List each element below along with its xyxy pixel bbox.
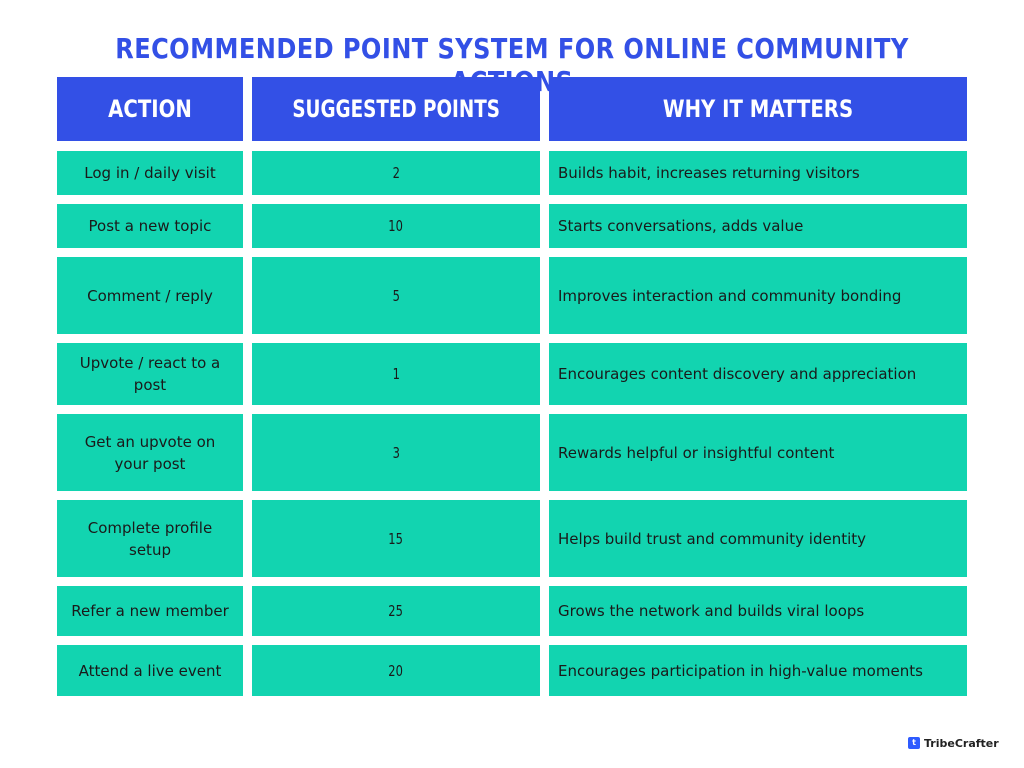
table-cell-points: 5 <box>252 257 540 334</box>
table-cell-why: Helps build trust and community identity <box>549 500 967 577</box>
table-cell-action: Upvote / react to a post <box>57 343 243 405</box>
table-cell-points: 15 <box>252 500 540 577</box>
table-cell-points: 25 <box>252 586 540 636</box>
header-action: ACTION <box>57 77 243 141</box>
page-title: RECOMMENDED POINT SYSTEM FOR ONLINE COMMUNITY <box>115 32 909 65</box>
tribecrafter-logo-icon: t <box>908 737 920 749</box>
table-cell-action: Get an upvote on your post <box>57 414 243 491</box>
table-cell-why: Improves interaction and community bonding <box>549 257 967 334</box>
brand-name: TribeCrafter <box>924 736 999 750</box>
table-cell-action: Log in / daily visit <box>57 151 243 195</box>
table-cell-why: Builds habit, increases returning visitors <box>549 151 967 195</box>
brand-logo <box>908 734 999 752</box>
table-cell-why: Grows the network and builds viral loops <box>549 586 967 636</box>
table-cell-action: Complete profile setup <box>57 500 243 577</box>
table-cell-points: 3 <box>252 414 540 491</box>
table-cell-why: Rewards helpful or insightful content <box>549 414 967 491</box>
table-cell-action: Comment / reply <box>57 257 243 334</box>
header-why-it-matters: WHY IT MATTERS <box>549 77 967 141</box>
table-cell-points: 20 <box>252 645 540 696</box>
table-cell-why: Encourages content discovery and appreciation <box>549 343 967 405</box>
table-cell-why: Encourages participation in high-value moments <box>549 645 967 696</box>
table-cell-points: 1 <box>252 343 540 405</box>
table-cell-why: Starts conversations, adds value <box>549 204 967 248</box>
table-cell-action: Post a new topic <box>57 204 243 248</box>
table-cell-action: Attend a live event <box>57 645 243 696</box>
table-cell-points: 2 <box>252 151 540 195</box>
table-cell-points: 10 <box>252 204 540 248</box>
header-suggested-points: SUGGESTED POINTS <box>252 77 540 141</box>
table-cell-action: Refer a new member <box>57 586 243 636</box>
